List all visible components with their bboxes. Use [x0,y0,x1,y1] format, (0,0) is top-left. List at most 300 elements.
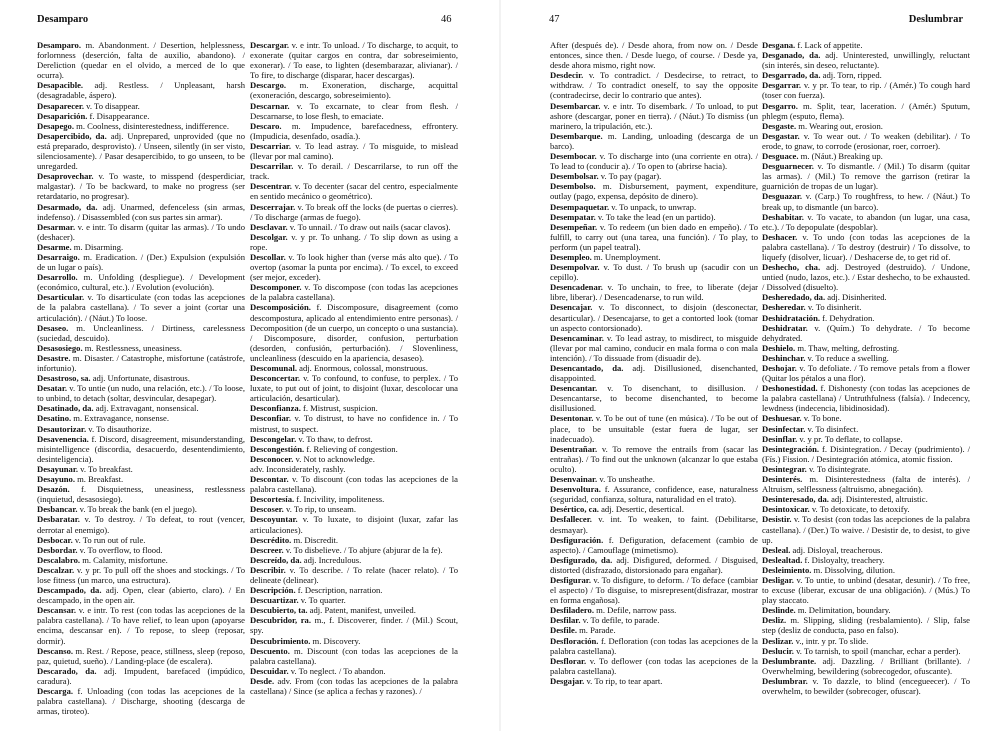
entry-headword: Desgana. [762,40,796,50]
entry-definition: v. To dismantle. / (Mil.) To disarm (quitar las armas). / (Mil.) To remove the garrison (retirar la guarnición de tropas de un lugar). [762,161,970,192]
entry-definition: v. To run out of rule. [72,534,146,545]
entry-headword: Desempatar. [550,211,596,222]
entry-definition: v. To rip, to tear apart. [584,675,663,686]
entry-definition: v. To remove the entrails from (sacar las entrañas). / To find out the unknown (alcanzar lo que estaba oculto). [550,443,758,474]
dictionary-entry [550,514,758,534]
entry-headword: Descongelar. [250,433,297,444]
dictionary-entry [762,40,970,50]
entry-headword: Deshonestidad. [762,383,818,394]
entry-definition: adj. Incredulous. [301,554,362,565]
dictionary-entry [762,434,970,444]
dictionary-entry [250,555,458,565]
entry-headword: Descerrajar. [250,201,296,212]
entry-headword: Desastre. [37,352,71,363]
entry-definition: m. Delimitation, boundary. [795,605,891,616]
dictionary-entry [37,171,245,201]
dictionary-entry [37,80,245,100]
dictionary-entry [762,131,970,151]
entry-definition: m., f. Discoverer, finder. / (Mil.) Scout, spy. [250,615,458,636]
entry-definition: v. To break the bank (en el juego). [77,504,197,515]
entry-headword: Descampado, da. [37,585,102,596]
entry-definition: v. To vacate, to abandon (un lugar, una casa, etc.). / To depopulate (despoblar). [762,211,970,232]
entry-definition: adj. Unfortunate, disastrous. [90,373,190,384]
entry-definition: f. Relieving of congestion. [304,443,398,454]
entry-definition: f. Dishonesty (con todas las acepciones de la palabra castellana) / Untruthfulness (falsía). / Indecency, lewdness (indecencia, libidinosidad). [762,383,970,414]
entry-headword: Desayunar. [37,463,78,474]
entry-headword: Descarado, da. [37,665,97,676]
entry-definition: v. To discount (con todas las acepciones de la palabra castellana). [250,474,458,495]
entry-headword: Desguace. [762,151,799,162]
right-page-column-2 [762,40,970,728]
entry-headword: Desguarnecer. [762,161,814,172]
entry-headword: Desintegración. [762,443,820,454]
entry-definition: v. To reduce a swelling. [805,352,889,363]
entry-definition: v. To take the lead (en un partido). [595,211,716,222]
dictionary-entry [550,444,758,474]
entry-definition: v. e intr. To disarm (quitar las armas). / To undo (deshacer). [37,221,245,242]
entry-headword: Descanso. [37,645,74,656]
entry-definition: f. Description, narration. [295,585,383,596]
entry-definition: v. To untie, to unbind (desatar, desunir). / To free, to excuse (liberar, excusar de una obligación). / (Mús.) To play staccato. [762,574,970,606]
dictionary-entry [550,383,758,413]
entry-definition: m. Disinterestedness (falta de interés). / Altruism, selflessness (altruismo, abnegación). [762,474,970,495]
dictionary-entry [37,292,245,322]
dictionary-entry [762,121,970,131]
dictionary-entry [550,181,758,201]
entry-headword: Desencajar. [550,302,593,313]
entry-definition: adj. Disfigured, deformed. / Disguised, distorted (disfrazado, distorsionado para engañar). [550,554,758,575]
dictionary-entry [550,252,758,262]
dictionary-entry [37,111,245,121]
dictionary-entry [762,413,970,423]
dictionary-entry [37,101,245,111]
entry-definition: adj. Unprepared, unprovided (que no está preparado, desprovisto). / Unseen, silently (in ser visto, silenciosamente). / Pasar desapercibido, to go unseen, to be unregarded. [37,130,245,172]
dictionary-entry [550,484,758,504]
entry-definition: v. To pay (pagar). [598,171,662,182]
dictionary-entry [550,302,758,332]
entry-definition: m. Eradication. / (Der.) Expulsion (expulsión de un lugar o país). [37,251,245,273]
entry-definition: m. Disbursement, payment, expenditure, outlay (pago, expensa, depósito de dinero). [550,181,758,202]
entry-definition: v. To overflow, to flood. [77,544,163,555]
dictionary-entry [762,636,970,646]
entry-headword: Describir. [250,564,286,575]
entry-definition: v. To confound, to confuse, to perplex. / To luxate, to put out of joint, to disjoint (luxar, descolocar una articulación, desarticular). [250,373,458,404]
dictionary-entry [550,625,758,635]
entry-headword: Descrédito. [250,534,292,545]
dictionary-entry [762,313,970,323]
entry-headword: Descansar. [37,605,77,616]
entry-headword: Desaparecer. [37,100,85,111]
entry-definition: f. Discord, disagreement, misunderstanding, misintelligence (discordia, desacuerdo, desentendimiento, desinteligencia). [37,433,245,464]
entry-headword: Deshielo. [762,342,796,353]
entry-headword: Desbaratar. [37,514,80,525]
entry-definition: v. To discharge into (una corriente en otra). / To lead to (conducir a). / To open to (abrirse hacia). [550,151,758,172]
dictionary-entry [762,565,970,575]
dictionary-entry [250,585,458,595]
entry-definition: v. To disauthorize. [86,423,152,434]
entry-definition: f. Disintegration. / Decay (pudrimiento). / (Fís.) Fission. / Desintegración atómica, atomic fission. [762,443,970,464]
dictionary-entry [37,504,245,514]
entry-headword: Descortesía. [250,494,295,505]
entry-headword: Desinfectar. [762,423,806,434]
entry-definition: v. To unsheathe. [597,474,655,485]
entry-definition: After (después de). / Desde ahora, from now on. / Desde entonces, since then. / Desde luego, of course. / Desde ya, desde ahora mismo, right now. [550,40,758,71]
dictionary-entry [250,605,458,615]
entry-definition: m. Disaster. / Catastrophe, misfortune (catástrofe, infortunio). [37,352,245,373]
dictionary-entry [762,191,970,211]
entry-definition: v. To dazzle, to blind (encegueecer). / To overwhelm, to bewilder (sobrecoger, ofuscar). [762,675,970,696]
entry-definition: m. Unfolding (despliegue). / Development (económico, cultural, etc.). / Evolution (evolución). [37,272,245,293]
entry-definition: v. To detoxicate, to detoxify. [809,504,910,515]
entry-definition: m. Unemployment. [591,251,661,262]
dictionary-entry [762,615,970,635]
entry-headword: Deshabitar. [762,211,804,222]
entry-headword: Desintoxicar. [762,504,810,515]
dictionary-entry [250,454,458,464]
entry-definition: f. Lack of appetite. [795,40,863,50]
entry-headword: Desligar. [762,574,794,585]
entry-headword: Desautorizar. [37,423,87,434]
dictionary-entry [550,70,758,100]
dictionary-entry [762,575,970,605]
dictionary-entry [762,656,970,676]
dictionary-entry [762,50,970,70]
entry-definition: adj. Destroyed (destruido). / Undone, untied (nudo, lazos, etc.). / Estar deshecho, to be exhausted. / Dissolved (disuelto). [762,262,970,293]
entry-headword: Desarrollo. [37,272,78,283]
entry-definition: v. To disbelieve. / To abjure (abjurar de la fe). [283,544,443,555]
dictionary-entry [250,373,458,403]
entry-headword: Desgaste. [762,120,797,131]
entry-headword: Desentonar. [550,413,594,424]
entry-headword: Desbancar. [37,504,78,515]
entry-definition: m. Split, tear, laceration. / (Amér.) Sputum, phlegm (esputo, flema). [762,100,970,121]
entry-headword: Descreer. [250,544,284,555]
dictionary-entry [762,161,970,191]
entry-headword: Desdecir. [550,70,584,81]
entry-headword: Desbocar. [37,534,73,545]
dictionary-entry [250,101,458,121]
entry-headword: Desconocer. [250,453,294,464]
entry-definition: v. y pr. To deflate, to collapse. [797,433,903,444]
entry-headword: Desencadenar. [550,282,603,293]
entry-headword: Desfile. [550,625,577,636]
entry-headword: Descolgar. [250,231,288,242]
dictionary-entry [37,646,245,666]
dictionary-entry [250,504,458,514]
dictionary-entry [37,242,245,252]
dictionary-entry [250,181,458,201]
dictionary-entry [37,403,245,413]
entry-definition: v. To excarnate, to clear from flesh. / Descarnarse, to lose flesh, to emaciate. [250,100,458,121]
entry-definition: m. Discovery. [310,635,361,646]
entry-definition: v. To lead astray. / To misguide, to mislead (llevar por mal camino). [250,140,458,162]
entry-headword: Descuidar. [250,665,289,676]
entry-definition: f. Unloading (con todas las acepciones de la palabra castellana). / Discharge, shooting (descarga de armas, tiroteo). [37,686,245,717]
dictionary-entry [762,504,970,514]
entry-headword: Desfloración. [550,635,599,646]
entry-headword: Desistir. [762,514,792,525]
dictionary-entry [550,101,758,131]
entry-headword: Descubrimiento. [250,635,311,646]
entry-headword: Desarmado, da. [37,201,98,212]
dictionary-entry [762,464,970,474]
dictionary-entry [550,363,758,383]
dictionary-entry [762,70,970,80]
entry-definition: m. (Náut.) Breaking up. [798,151,883,162]
entry-headword: Descontar. [250,474,289,485]
entry-definition: adj. Unarmed, defenceless (sin armas, indefenso). / Disassembled (con sus partes sin armar). [37,201,245,222]
dictionary-entry [550,171,758,181]
entry-definition: v. To desist (con todas las acepciones de la palabra castellana). / (Der.) To waive. / Desistir de, to desist, to give up. [762,514,970,545]
entry-definition: v. To disintegrate. [806,463,871,474]
entry-definition: v. (Carp.) To roughfress, to hew. / (Náut.) To break up, to dismantle (un barco). [762,191,970,212]
entry-headword: Desarraigo. [37,251,80,262]
dictionary-entry [37,202,245,222]
entry-definition: v. To unpack, to unwrap. [609,201,697,212]
entry-definition: v. To unnail. / To draw out nails (sacar clavos). [287,221,451,232]
entry-headword: Descomunal. [250,363,298,373]
entry-headword: Deshacer. [762,231,798,242]
entry-headword: Descentrar. [250,181,292,192]
dictionary-entry [37,585,245,605]
dictionary-entry [762,444,970,464]
entry-headword: Desenvoltura. [550,484,601,495]
entry-headword: Desinflar. [762,433,798,444]
entry-definition: v. To bone. [801,413,842,424]
dictionary-entry [550,636,758,656]
entry-definition: v. To luxate, to disjoint (luxar, zafar las articulaciones). [250,514,458,535]
dictionary-entry [250,545,458,555]
entry-headword: Desgajar. [550,675,585,686]
entry-headword: Deshecho, cha. [762,262,821,273]
entry-headword: Descomponer. [250,282,302,293]
dictionary-entry [762,80,970,100]
dictionary-entry [250,161,458,181]
dictionary-entry [762,363,970,383]
dictionary-entry [37,666,245,686]
entry-definition: v. (Quím.) To dehydrate. / To become dehydrated. [762,322,970,343]
entry-definition: m. Discount (con todas las acepciones de la palabra castellana). [250,645,458,666]
entry-headword: Desempleo. [550,251,592,262]
entry-headword: Desaprovechar. [37,171,94,182]
entry-headword: Desenvainar. [550,474,598,485]
entry-headword: Descoyuntar. [250,514,298,525]
entry-definition: v. To dust. / To brush up (sacudir con un cepillo). [550,262,758,283]
left-page-column-1 [37,40,245,728]
entry-definition: v. int. To weaken, to faint. (Debilitarse, desmayar). [550,514,758,535]
entry-headword: Desconcertar. [250,373,301,384]
entry-definition: v. To quarter. [298,595,346,606]
entry-headword: Desarmar. [37,221,76,232]
entry-definition: v. To lead astray, to misdirect, to misguide (llevar por mal camino, conducir en mala forma o con mala intención). / To dissuade from (disuadir de). [550,332,758,363]
entry-headword: Desértico, ca. [550,504,599,515]
dictionary-entry [250,40,458,80]
entry-headword: Desliz. [762,615,787,626]
entry-definition: v. To disappear. [84,100,140,111]
dictionary-entry [550,212,758,222]
entry-definition: m. Dissolving, dilution. [811,564,895,575]
entry-headword: Desgastar. [762,130,800,141]
entry-headword: Descollar. [250,251,286,262]
dictionary-entry [250,222,458,232]
entry-definition: v. To look higher than (verse más alto que). / To overtop (asomar la punta por encima). / To excel, to exceed (ser mejor, exceder). [250,251,458,283]
entry-headword: Desleal. [762,544,791,555]
entry-headword: Descarrilar. [250,161,294,172]
dictionary-entry [250,80,458,100]
dictionary-entry [550,40,758,70]
entry-definition: v. To rip, to unseam. [283,504,357,515]
entry-headword: Deslucir. [762,645,794,656]
entry-headword: Desempaquetar. [550,201,610,212]
entry-headword: Descarnar. [250,100,290,111]
entry-definition: m. Parade. [576,625,616,636]
dictionary-entry [762,383,970,413]
entry-headword: Desgarrado, da. [762,70,821,81]
dictionary-entry [762,545,970,555]
entry-definition: v. To redeem (un bien dado en empeño). / To fulfill, to carry out (una tarea, una función). / To play, to perform (un papel teatral). [550,221,758,252]
entry-definition: f. Defloration (con todas las acepciones de la palabra castellana). [550,635,758,656]
dictionary-entry [37,434,245,464]
running-header-left: Desamparo [37,14,89,25]
entry-definition: adj. Disillusioned, disenchanted, disappointed. [550,363,758,384]
dictionary-entry [37,343,245,353]
dictionary-entry [37,514,245,534]
entry-definition: v. To contradict. / Desdecirse, to retract, to withdraw. / To contradict oneself, to say the opposite (contradecirse, decir lo contrario que antes). [550,70,758,101]
dictionary-entry [250,595,458,605]
entry-headword: Desembarque. [550,130,603,141]
entry-headword: Desfigurado, da. [550,554,613,565]
dictionary-entry [250,232,458,252]
entry-definition: v. To thaw, to defrost. [296,433,373,444]
dictionary-entry [550,656,758,676]
dictionary-entry [762,353,970,363]
dictionary-entry [762,101,970,121]
dictionary-entry [37,323,245,343]
entry-definition: m. Coolness, disinterestedness, indifference. [74,120,229,131]
entry-headword: Desleimiento. [762,564,812,575]
entry-definition: v. To disinfect. [805,423,859,434]
dictionary-entry [250,474,458,494]
entry-headword: Desheredado, da. [762,292,826,303]
entry-definition: v. To describe. / To relate (hacer relato). / To delineate (delinear). [250,564,458,585]
entry-definition: adj. Enormous, colossal, monstruous. [297,363,428,373]
entry-definition: f. Assurance, confidence, ease, naturalness (seguridad, confianza, soltura, naturalidad en el trato). [550,484,758,505]
entry-definition: adj. Open, clear (abierto, claro). / En descampado, in the open air. [37,585,245,606]
entry-definition: v. y pr. To unhang. / To slip down as using a rope. [250,231,458,252]
entry-headword: Desfiladero. [550,605,594,616]
entry-headword: Descreído, da. [250,554,302,565]
entry-headword: Desatino. [37,413,72,424]
dictionary-entry [250,676,458,696]
entry-definition: adj. Uninterested, unwillingly, reluctant (sin interés, sin deseo, reluctante). [762,50,970,71]
entry-definition: v. y pr. To pull off the shoes and stockings. / To lose fitness (un marco, una estructura). [37,564,245,585]
entry-headword: Desgarro. [762,100,798,111]
entry-headword: Desfigurar. [550,574,591,585]
entry-definition: m. Extravagance, nonsense. [71,413,169,424]
entry-definition: m. Landing, unloading (descarga de un barco). [550,130,758,151]
entry-definition: v. To deflower (con todas las acepciones de la palabra castellana). [550,655,758,676]
dictionary-entry [250,535,458,545]
entry-headword: Desfallecer. [550,514,592,525]
dictionary-entry [250,646,458,666]
entry-headword: Deshidratar. [762,322,808,333]
entry-headword: Descomposición. [250,302,311,313]
entry-definition: f. Disquietness, uneasiness, restlessness (inquietud, desasosiego). [37,484,245,505]
entry-headword: Descuartizar. [250,595,299,606]
entry-headword: Desaparición. [37,110,88,121]
entry-headword: Desguazar. [762,191,803,202]
entry-headword: Desgarrar. [762,80,802,91]
entry-headword: Desarticular. [37,292,85,303]
entry-definition: v. To break off the locks (de puertas o cierres). / To discharge (armas de fuego). [250,201,458,222]
running-header-right: Deslumbrar [908,14,963,25]
entry-definition: v. e intr. To disembark. / To unload, to put ashore (descargar, poner en tierra). / (Náut.) To dismiss (un marinero, la tripulación, etc.). [550,100,758,131]
entry-definition: v. To disarticulate (con todas las acepciones de la palabra castellana). / To sever a joint (cortar una articulación). / (Náut.) To loose. [37,292,245,323]
dictionary-entry [250,202,458,222]
dictionary-entry [37,353,245,373]
dictionary-entry [250,636,458,646]
dictionary-entry [550,474,758,484]
dictionary-entry [550,413,758,443]
entry-headword: Desencantar. [550,383,598,394]
entry-headword: Desclavar. [250,221,288,232]
dictionary-entry [550,555,758,575]
entry-headword: Desfilar. [550,615,581,626]
entry-definition: f. Discomposure, disagreement (como descompostura, aplicado al entendimiento entre personas). / Decomposition (de un cuerpo, un concepto o una sustancia). / Discomposure, disorder, confusion, perturbation (desorden, confusión, perturbación). / Slovenliness, uncleanliness (descuido en la apariencia, desaseo). [250,302,458,363]
entry-headword: Desbordar. [37,544,78,555]
entry-headword: Descuento. [250,645,290,656]
entry-definition: m. Rest. / Repose, peace, stillness, sleep (reposo, paz, quietud, sueño). / Landing-place (de escalera). [37,645,245,666]
dictionary-entry [550,605,758,615]
dictionary-entry [37,272,245,292]
entry-definition: adj. Dazzling. / Brilliant (brillante). / Overwhelming, bewildering (sobrecogedor, ofuscante). [762,655,970,676]
dictionary-entry [550,222,758,252]
entry-headword: Desazón. [37,484,70,495]
entry-headword: Desarme. [37,241,72,252]
entry-headword: Desintegrar. [762,463,807,474]
dictionary-entry [762,494,970,504]
dictionary-entry [550,504,758,514]
entry-definition: adj. Impudent, barefaced (impúdico, caradura). [37,665,245,686]
entry-definition: m. Defile, narrow pass. [594,605,677,616]
entry-headword: Descalabro. [37,554,81,565]
dictionary-entry [37,464,245,474]
entry-definition: m. Breakfast. [74,474,124,485]
dictionary-entry [37,484,245,504]
entry-definition: m. Abandonment. / Desertion, helplessness, forlornness (deserción, falta de auxilio, abandono). / Dereliction (quedar en el olvido, a merced de lo que ocurra). [37,40,245,81]
dictionary-entry [250,403,458,413]
dictionary-entry [762,343,970,353]
entry-definition: m. Thaw, melting, defrosting. [795,342,900,353]
entry-headword: Deslealtad. [762,554,803,565]
left-page-column-2 [250,40,458,728]
entry-definition: v. To neglect. / To abandon. [288,665,386,676]
entry-definition: m. Slipping, sliding (resbalamiento). / Slip, false step (desliz de conducta, paso en falso). [762,615,970,636]
dictionary-entry [762,212,970,232]
entry-headword: Desastroso, sa. [37,373,91,384]
entry-headword: Desinterés. [762,474,803,485]
entry-definition: v. To derail. / Descarrilarse, to run off the track. [250,161,458,182]
entry-headword: Desinteresado, da. [762,494,829,505]
entry-headword: Desatinado, da. [37,403,94,414]
entry-definition: adj. Extravagant, nonsensical. [93,403,199,414]
entry-definition: v. To unchain, to free, to liberate (dejar libre, liberar). / Desencadenarse, to run wild. [550,282,758,303]
entry-definition: v. y pr. To tear, to rip. / (Amér.) To cough hard (toser con fuerza). [762,80,970,101]
dictionary-entry [250,282,458,302]
entry-definition: m. Wearing out, erosion. [796,120,883,131]
entry-definition: v. To waste, to misspend (desperdiciar, malgastar). / To be backward, to make no progress (ser retardatario, no progresar). [37,171,245,202]
dictionary-entry [550,333,758,363]
